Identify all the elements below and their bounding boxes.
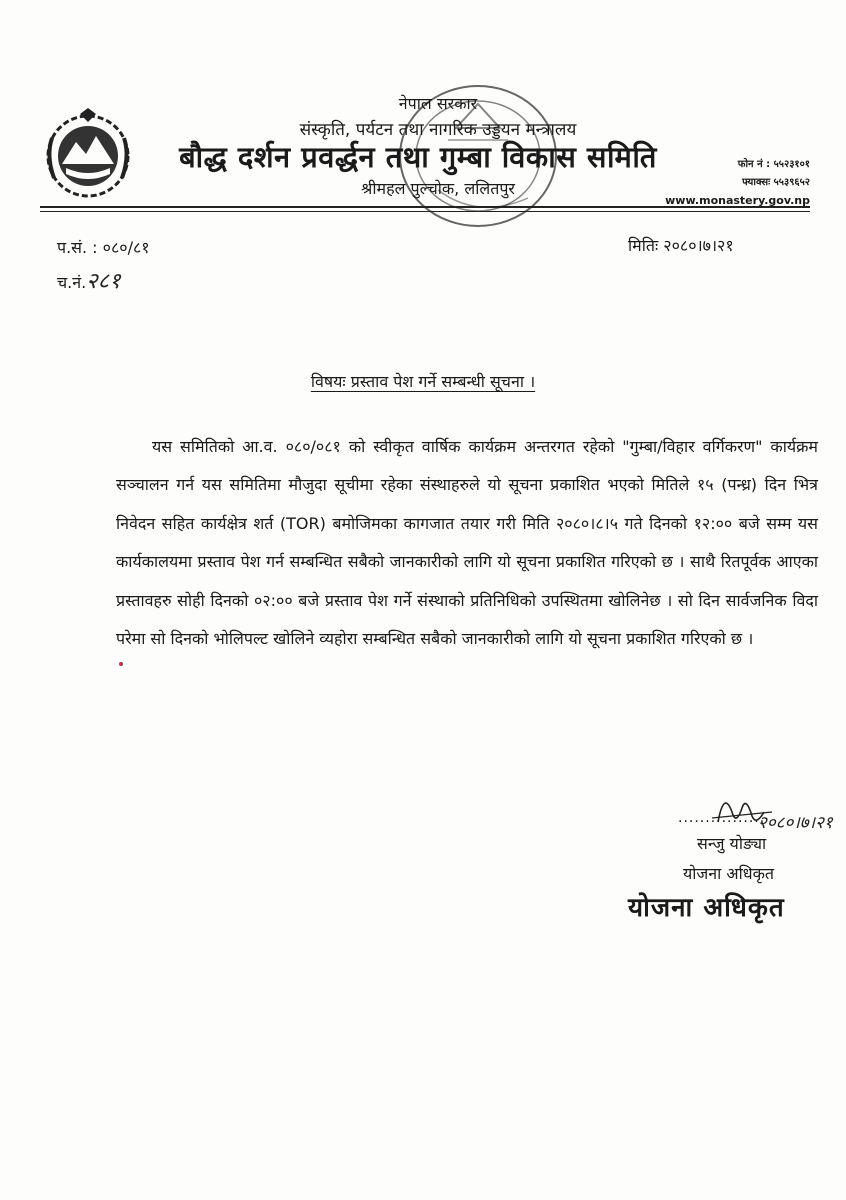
government-name: नेपाल सरकार — [398, 94, 478, 113]
signature-date: २०८०।७।२१ — [758, 813, 833, 833]
notice-subject — [0, 370, 846, 392]
letterhead-divider-thin — [40, 211, 810, 212]
subject-text: विषयः प्रस्ताव पेश गर्ने सम्बन्धी सूचना । — [310, 372, 536, 391]
designation-stamp: योजना अधिकृत — [628, 893, 785, 923]
signatory-name: सन्जु योङ्या — [697, 834, 767, 853]
office-address: श्रीमहल पुल्चोक, ललितपुर — [361, 179, 515, 198]
website-link[interactable]: www.monastery.gov.np — [665, 194, 810, 207]
ministry-name: संस्कृति, पर्यटन तथा नागरिक उड्डयन मन्त्रालय — [299, 120, 577, 140]
letter-date: मितिः २०८०।७।२१ — [628, 236, 734, 255]
letter-reference-number: प.सं. : ०८०/८१ — [57, 238, 150, 257]
phone-number: फोन नं : ५५२३१०१ — [737, 159, 810, 170]
notice-body: यस समितिको आ.व. ०८०/०८१ को स्वीकृत वार्षिक कार्यक्रम अन्तरगत रहेको "गुम्बा/विहार वर्गिकरण" कार्यक्रम सञ्चालन गर्न यस समितिमा मौजुदा सूचीमा रहेका संस्थाहरुले यो सूचना प्रकाशित भएको मितिले १५ (पन्ध्र) दिन भित्र निवेदन सहित कार्यक्षेत्र शर्त (TOR) बमोजिमका कागजात तयार गरी मिति २०८०।८।५ गते दिनको १२:०० बजे सम्म यस कार्यकालयमा प्रस्ताव पेश गर्न सम्बन्धित सबैको जानकारीको लागि यो सूचना प्रकाशित गरिएको छ । साथै रितपूर्वक आएका प्रस्तावहरु सोही दिनको ०२:०० बजे प्रस्ताव पेश गर्ने संस्थाको प्रतिनिधिको उपस्थितमा खोलिनेछ । सो दिन सार्वजनिक विदा परेमा सो दिनको भोलिपल्ट खोलिने व्यहोरा सम्बन्धित सबैको जानकारीको लागि यो सूचना प्रकाशित गरिएको छ । — [116, 437, 818, 649]
signature-line: ................ — [678, 810, 766, 826]
fax-number: फ्याक्सः ५५३९६५२ — [742, 177, 810, 188]
committee-name: बौद्ध दर्शन प्रवर्द्धन तथा गुम्बा विकास समिति — [179, 140, 657, 174]
dispatch-number-handwritten: २८१ — [86, 269, 121, 294]
contact-block — [660, 156, 810, 210]
ink-dot — [119, 662, 123, 666]
dispatch-number — [57, 265, 121, 295]
dispatch-label: च.नं. — [57, 273, 87, 292]
letterhead-divider — [40, 206, 810, 208]
signatory-title: योजना अधिकृत — [683, 864, 775, 883]
